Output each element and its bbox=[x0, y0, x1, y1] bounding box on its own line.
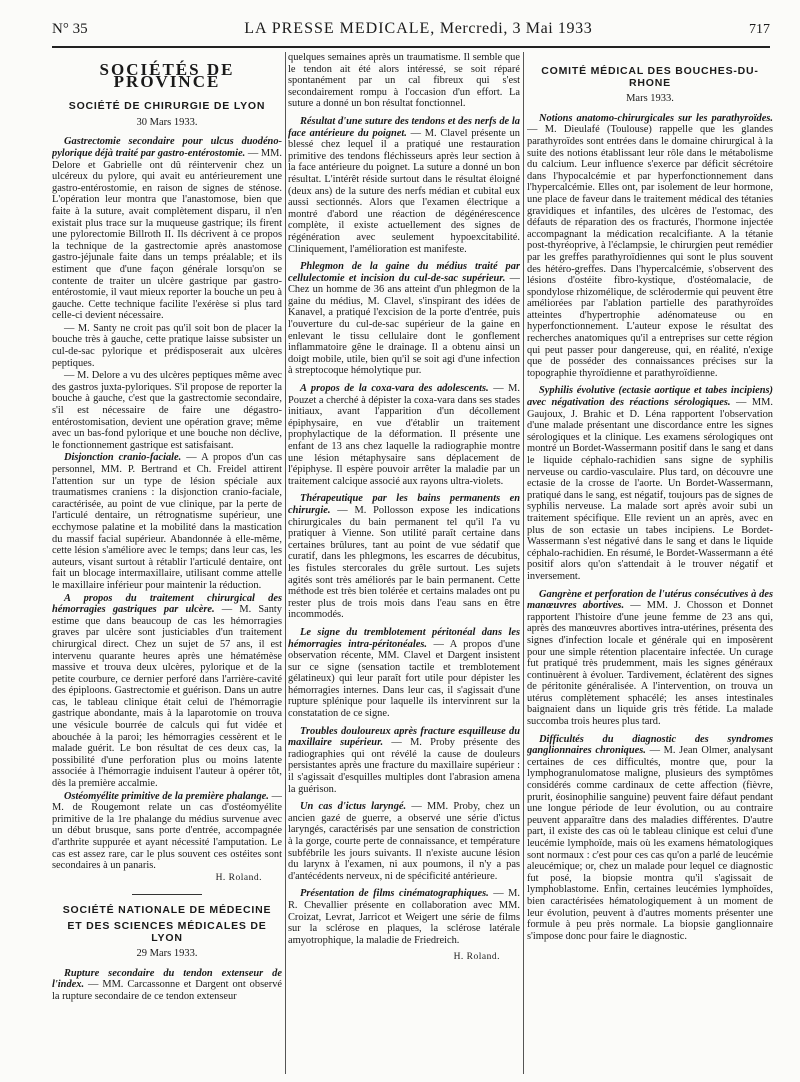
paragraph bbox=[52, 791, 282, 872]
society-heading: SOCIÉTÉ DE CHIRURGIE DE LYON bbox=[68, 100, 266, 113]
article-body: — MM. J. Chosson et Donnet rapportent l'histoire d'une jeune femme de 23 ans qui, après des manœuvres abortives intra-utérines, présenta des signes d'infection locale et générale qui en imposèrent pour une simple rétention placentaire infectée. Un curage fut pratiqué très prudemment, mais les signes généraux continuèrent à évoluer. Tardivement, éclatèrent des signes de péritonite généralisée. A l'intervention, on trouva un utérus complètement sphacélé; les anses intestinales baignaient dans un liquide gris très fétide. La malade succomba trois heures plus tard. bbox=[527, 600, 773, 728]
article-body: — A propos d'un cas personnel, MM. P. Bertrand et Ch. Freidel attirent l'attention sur un type de lésion spéciale aux traumatismes craniens : la disjonction cranio-faciale, caractérisée, au point de vue clinique, par la perte de l'articulé dentaire, un rétrognatisme supérieur, une ecchymose palatine et la mobilité dans la mastication du massif facial supérieur. Abandonnée à elle-même, cette lésion s'améliore avec le temps; dans leur cas, les auteurs, visant surtout à rétablir l'articulé dentaire, ont fait un blocage intermaxillaire, utilisant comme attelle le maxillaire inférieur pour maintenir la réduction. bbox=[52, 452, 282, 591]
paragraph bbox=[52, 136, 282, 322]
paragraph bbox=[288, 493, 520, 621]
paragraph bbox=[288, 726, 520, 796]
article-heading: Le signe du tremblotement péritonéal dans les hémorragies intra-péritonéales. bbox=[288, 626, 520, 650]
paragraph bbox=[288, 383, 520, 487]
article-heading: Un cas d'ictus laryngé. bbox=[300, 801, 407, 813]
article-body: — A propos d'une observation récente, MM. Clavel et Dargent insistent sur ce signe (sensation tactile et tremblotement gélatineux) qui leur paraît fort utile pour dépister les hémorragies internes. Dans leur cas, il s'agissait d'une rupture splénique pour laquelle ils intervinrent sur la constatation de ce signe. bbox=[288, 638, 520, 720]
paragraph bbox=[288, 116, 520, 255]
society-heading: SOCIÉTÉ NATIONALE DE MÉDECINE bbox=[62, 904, 272, 917]
column-divider bbox=[523, 52, 524, 1074]
column-1 bbox=[52, 52, 282, 1078]
society-heading: COMITÉ MÉDICAL DES BOUCHES-DU-RHONE bbox=[541, 65, 759, 89]
article-body: — M. Pouzet a cherché à dépister la coxa-vara dans ses stades initiaux, avant l'apparition d'un décollement épiphysaire, en vue d'établir un traitement prophylactique de la déformation. Il présente une enfant de 13 ans chez laquelle la radiographie montre une lésion métaphysaire sans déplacement de l'épiphyse. Il espère pouvoir arrêter la maladie par un traitement calcique associé aux rayons ultra-violets. bbox=[288, 383, 520, 487]
signature: H. Roland. bbox=[453, 952, 500, 963]
paragraph: quelques semaines après un traumatisme. Il semble que le tendon ait été alors intéressé, se soit réparé spontanément par un cal fibreux qui s'est secondairement rompu à l'occasion d'un effort. La suture a donné un bon résultat fonctionnel. bbox=[288, 52, 520, 110]
issue-number: N° 35 bbox=[52, 21, 88, 37]
page-header bbox=[52, 20, 770, 46]
column-divider bbox=[285, 52, 286, 1074]
signature: H. Roland. bbox=[215, 872, 262, 883]
article-body: — MM. Proby, chez un ancien gazé de guerre, a observé une série d'ictus laryngés, caractérisés par une sensation de constriction à la gorge, courte perte de connaissance, et température subfébrile les jours suivants. Il n'existe aucune lésion du larynx à l'examen, ni aux poumons, il n'y a pas d'antécédents nerveux, ni de spécificité antérieure. bbox=[288, 801, 520, 882]
article-body: — Chez un homme de 36 ans atteint d'un phlegmon de la gaine du médius, M. Clavel, s'inspirant des idées de Kanavel, a pratiqué l'excision de la porte d'entrée, puis l'ouverture du cul-de-sac supérieur de la gaine en enlevant le tissu cellulaire dont le gonflement inflammatoire gêne le drainage. Il a obtenu ainsi un doigt mobile, utile, bien qu'il se soit agi d'une infection à streptocoque hémolytique pur. bbox=[288, 272, 520, 377]
article-body: — M. R. Chevallier présente en collaboration avec MM. Croizat, Levrat, Jarricot et Weigert une série de films sur la sclérose en plaques, la sclérose latérale amyotrophique, la maladie de Friedreich. bbox=[288, 888, 520, 946]
article-body: — M. Dieulafé (Toulouse) rappelle que les glandes parathyroïdes sont entrées dans le domaine chirurgical à la suite des notions établissant leur rôle dans le métabolisme du calcium. Leur influence s'exerce par déficit sécrétoire dans l'hypocalcémie et par hyperfonctionnement dans l'hypercalcémie. Elles ont, par isolement de leur hormone, une place de faveur dans le traitement médical des tétanies gravidiques et infantiles, des ulcères de l'estomac, des défauts de réparation des os fracturés, l'hormone injectée accompagnant la médication recalcifiante. A la tétanie post-thyréoprive, à l'éclampsie, le chirurgien peut remédier par les greffes parathyroïdiennes qui sont le plus souvent des hétéro-greffes. Dans l'hypercalcémie, s'observent des lésions d'ostéite fibro-kystique, d'ostéomalacie, de spondylose rhizomélique, de sclérodermie qui peuvent être améliorées par l'ablation partielle des parathyroïdes atteintes d'hypertrophie adénomateuse ou en hyperfonctionnement. L'auteur expose le résultat des recherches anatomiques qu'il a entreprises sur cette région qui peut passer pour dangereuse, qui, en réalité, n'exige que de posséder des connaissances précises sur la topographie thyroïdienne et parathyroïdienne. bbox=[527, 124, 773, 379]
issue-date: Mercredi, 3 Mai 1933 bbox=[439, 20, 593, 37]
paragraph bbox=[288, 627, 520, 720]
column-2 bbox=[288, 52, 520, 1078]
article-heading: Gastrectomie secondaire pour ulcus duodéno-pylorique déjà traité par gastro-entérostomie. bbox=[52, 136, 282, 159]
article-body: — M. Santy estime que dans beaucoup de cas les hémorragies graves par ulcère sont justiciables d'un traitement chirurgical direct. Chez un sujet de 57 ans, il est intervenu quarante heures après une hématémèse massive et trouva deux ulcères, pylorique et de la petite courbure, ce dernier perforé dans l'arrière-cavité des épiploons. Gastrectomie et guérison. Dans un autre cas, le tableau clinique était celui de l'hémorragie gastrique abondante, mais à la laparotomie on trouva une vésicule bourrée de calculs qui fut vidée et abouchée à la paroi; les hémorragies cessèrent et le malade guérit. Le bon résultat de ces deux cas, la possibilité d'une perforation plus ou moins latente associée à l'hémorragie induisent l'auteur à opérer tôt, dès la première accalmie. bbox=[52, 604, 282, 790]
section-rule bbox=[132, 894, 202, 895]
paragraph bbox=[527, 113, 773, 380]
article-heading: Rupture secondaire du tendon extenseur de l'index. bbox=[52, 967, 282, 991]
paragraph bbox=[527, 734, 773, 943]
article-heading: Notions anatomo-chirurgicales sur les parathyroïdes. bbox=[539, 112, 773, 124]
paragraph bbox=[52, 593, 282, 790]
article-heading: Difficultés du diagnostic des syndromes ganglionnaires chroniques. bbox=[527, 733, 773, 757]
session-date: 30 Mars 1933. bbox=[136, 116, 198, 128]
article-body: — M. de Rougemont relate un cas d'ostéomyélite primitive de la 1re phalange du médius survenue avec un début brusque, sans porte d'entrée, accompagnée d'arthrite suppurée et ayant nécessité l'amputation. Le cas est assez rare, car le plus souvent ces ostéites sont secondaires à un panaris. bbox=[52, 790, 282, 872]
paragraph: — M. Santy ne croit pas qu'il soit bon de placer la bouche très à gauche, cette pratique laisse subsister un cul-de-sac pylorique et prédisposerait aux ulcères peptiques. bbox=[52, 322, 282, 369]
society-heading-line-2: ET DES SCIENCES MÉDICALES DE LYON bbox=[67, 919, 267, 944]
article-body: — M. Clavel présente un blessé chez lequel il a pratiqué une restauration primitive des tendons fléchisseurs après leur section à la face antérieure du poignet. La suture a donné un bon résultat. L'intérêt réside surtout dans le résultat éloigné (deux ans) de la suture des nerfs médian et cubital eux aussi sectionnés. Alors que l'examen électrique a montré d'abord une réaction de dégénérescence complète, il existe actuellement des signes de régénération avec seulement hypoexcitabilité. Cliniquement, l'amélioration est manifeste. bbox=[288, 127, 520, 255]
page-number: 717 bbox=[749, 22, 770, 37]
paragraph bbox=[527, 385, 773, 582]
article-body: — M. Pollosson expose les indications chirurgicales du bain permanent tel qu'il l'a vu pratiquer à Vienne. Son utilité paraît certaine dans certaines brûlures, tant au point de vue sédatif que curatif, dans les phlegmons, les escarres de décubitus, les fistules stercorales du grêle surtout. Les sujets agités sont très améliorés par le bain permanent. Cette méthode est très bien tolérée et certains malades ont pu rester plus de trois mois dans l'eau sans en être incommodés. bbox=[288, 504, 520, 621]
paragraph bbox=[52, 968, 282, 1003]
session-date: 29 Mars 1933. bbox=[136, 948, 198, 960]
column-3 bbox=[527, 52, 773, 1078]
article-heading: Disjonction cranio-faciale. bbox=[64, 452, 182, 464]
paragraph: — M. Delore a vu des ulcères peptiques même avec des gastros juxta-pyloriques. S'il propose de reporter la bouche à gauche, c'est que la gastrectomie secondaire, s'il est nécessaire de faire une dégastro-entérostomisation, devient une opération grave; même avec un bas-fond pylorique et une bouche non déclive, le fonctionnement gastrique est satisfaisant. bbox=[52, 370, 282, 451]
paragraph bbox=[288, 801, 520, 882]
article-heading: Présentation de films cinématographiques. bbox=[300, 888, 489, 900]
section-title: SOCIÉTÉS DE PROVINCE bbox=[99, 60, 235, 91]
journal-name: LA PRESSE MEDICALE, bbox=[244, 20, 436, 37]
paragraph bbox=[527, 589, 773, 728]
article-heading: Troubles douloureux après fracture esquilleuse du maxillaire supérieur. bbox=[288, 725, 520, 749]
article-heading: Phlegmon de la gaine du médius traité par cellulectomie et incision du cul-de-sac supérieur. bbox=[288, 261, 520, 284]
article-body: — M. Proby présente des radiographies qui ont révélé la cause de douleurs persistantes après une fracture du maxillaire supérieur : il s'agissait d'esquilles multiples dont l'abrasion amena la guérison. bbox=[288, 737, 520, 795]
journal-title-line bbox=[244, 20, 592, 38]
article-heading: Gangrène et perforation de l'utérus consécutives à des manœuvres abortives. bbox=[527, 588, 773, 612]
paragraph bbox=[288, 888, 520, 946]
paragraph bbox=[288, 261, 520, 377]
article-heading: Thérapeutique par les bains permanents en chirurgie. bbox=[288, 493, 520, 516]
article-heading: A propos du traitement chirurgical des hémorragies gastriques par ulcère. bbox=[52, 592, 282, 616]
article-heading: Ostéomyélite primitive de la première phalange. bbox=[64, 790, 269, 802]
article-body: — MM. Carcassonne et Dargent ont observé la rupture secondaire de ce tendon extenseur bbox=[52, 979, 282, 1002]
article-body: — MM. Gaujoux, J. Brahic et D. Léna rapportent l'observation d'une malade présentant une discordance entre les signes sérologiques et la clinique. Les examens sérologiques ont montré un Bordet-Wassermann positif dans le sang et dans le liquide céphalo-rachidien sans signe de syphilis nerveuse ou cardio-vasculaire. Plus tard, on découvre une ectasie de la crosse de l'aorte. Un Bordet-Wassermann, pratiqué dans le sang, est négatif, toujours pas de signes de syphilis nerveuse. La malade sort après avoir subi un traitement spécifique. Elle revient un an après, avec en plus de son ectasie un tabes incipiens. Le Bordet-Wassermann s'est négativé dans le sang et dans le liquide céphalo-rachidien. En résumé, le Bordet-Wassermann a été positif alors qu'on s'attendait à le trouver négatif et inversement. bbox=[527, 397, 773, 582]
header-rule bbox=[52, 46, 770, 48]
article-heading: Syphilis évolutive (ectasie aortique et tabes incipiens) avec négativation des réactions sérologiques. bbox=[527, 385, 773, 409]
paragraph bbox=[52, 452, 282, 591]
article-heading: Résultat d'une suture des tendons et des nerfs de la face antérieure du poignet. bbox=[288, 115, 520, 139]
article-heading: A propos de la coxa-vara des adolescents. bbox=[300, 383, 489, 395]
session-date: Mars 1933. bbox=[626, 93, 674, 105]
article-body: — MM. Delore et Gabrielle ont dû réintervenir chez un ulcéreux du pylore, qui avait eu antérieurement une gastro-entérostomie, en raison de signes de sténose. L'opération leur montra que l'anastomose, bien que faite à la suture, avait complètement disparu, il n'en existait plus trace sur la muqueuse gastrique; ils firent une pylorectomie Billroth II. Ils décrivent à ce propos la technique de la gastrectomie après anastomose gastro-jéjunale faite dans un temps préalable; et ils estiment que d'une façon générale lorsqu'on se contente de traiter un ulcère gastrique par gastro-entérostomie, il vaut mieux reporter la bouche un peu à gauche. Cette technique facilite l'exérèse si plus tard celle-ci devient nécessaire. bbox=[52, 147, 282, 322]
article-body: — M. Jean Olmer, analysant certaines de ces difficultés, montre que, pour la lymphogranulomatose maligne, plusieurs des symptômes considérés comme cardinaux de cette affection (fièvre, prurit, éosinophilie sanguine) peuvent faire défaut pendant une longue période de leur évolution, ou au contraire peuvent apparaître dans des maladies différentes. D'autre part, il existe des cas où le tableau clinique est celui d'une leucémie lymphoïde, mais où les examens hématologiques sont normaux : c'est pour ces cas qu'on a parlé de leucémie aleucémique; or, chez un malade pour lequel ce diagnostic fut posé, la biopsie montra qu'il s'agissait de lymphoblastome. Enfin, certaines leucémies lymphoïdes, bien caractérisées hématologiquement à un moment de leur évolution, peuvent à d'autres moments présenter une formule à peu près normale. La biopsie ganglionnaire s'impose donc pour faire le diagnostic. bbox=[527, 745, 773, 942]
